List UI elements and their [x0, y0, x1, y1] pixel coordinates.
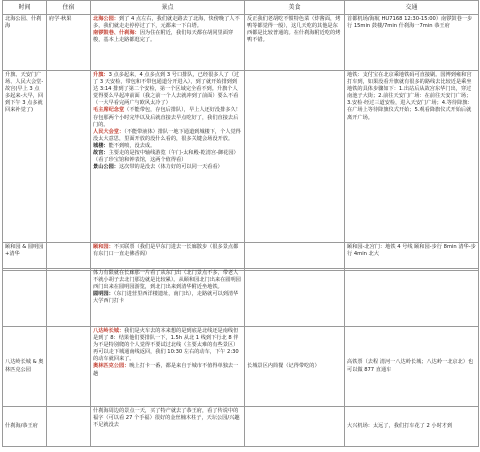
spot-label: 八达岭长城：	[93, 328, 125, 334]
row-food	[245, 243, 345, 271]
spot-text: 不买联票（我们是早东门进去一长廊散步（很多景点都有东门口一直走佛香阁）	[93, 244, 239, 258]
spot-label: 升旗：	[93, 72, 109, 78]
row-time: 颐和园 & 圆明园+清华	[3, 243, 47, 271]
spot-text: （东门进营里西洋楼遗址，南门出），走路就可以到清华大学西门打卡	[93, 291, 239, 305]
row-transport: 高铁票（去程 清河一八达岭长城；八达岭一北京北）也可以做 877 直通车	[345, 327, 479, 407]
row-spots	[91, 327, 245, 407]
itinerary-table-top	[2, 0, 479, 271]
row-food: 反正我们老胡吃不惯特色菜（炸酱面，烤鸭等都觉得一般），这几天吃的其他是东西都是比较普通的。在什刹海附近吃的烤鸭不错。	[245, 15, 345, 71]
row-spots: 什刹海周边的景点一天，买了特产就去了恭王府，看了传说中的福字（可以看 27 个手福）很好的金丝楠木柱子，天坛公园/兴趣不足就没去	[91, 407, 245, 447]
row-hotel	[47, 71, 91, 243]
spot-text: （不能带包，存包后排队），早上人还好没排多久！存包那两个小时完毕以及后就直接去早点吃好了，我们直接去后门的。	[93, 107, 241, 128]
row-transport: 颐和园-北宫门：地铁 4 号线 颐和园-步行 8min 清华-步行 4min 北大	[345, 243, 479, 271]
spot-label: 城楼：	[93, 142, 109, 149]
row-food	[245, 269, 345, 327]
spot-label: 南锣鼓巷、什刹海：	[93, 30, 140, 37]
spot-label: 毛主席纪念堂	[93, 107, 125, 114]
spot-label: 故宫：	[93, 150, 109, 157]
header-row	[3, 1, 479, 15]
spot-text: （不能带液体）排队一地下通道到城楼下，个人觉得没太大意思，里面开放的没什么看的，很多关键会场没开放。	[93, 128, 241, 142]
spot-text: 能不到喷，没去成。	[108, 142, 156, 149]
row-hotel	[47, 243, 91, 271]
itinerary-table-bottom	[2, 268, 479, 447]
row-food: 长城景区内简餐（记得带吃的）	[245, 327, 345, 407]
row-time: 升旗、天安门广场、人民大会堂-故宫(早上 3 点多起来-大早，回到下午 3 点多就回来补觉了)	[3, 71, 47, 243]
table-row	[3, 243, 479, 271]
spot-label: 人民大会堂：	[93, 128, 125, 135]
table-row	[3, 407, 479, 447]
table-row	[3, 71, 479, 243]
row-transport	[345, 269, 479, 327]
row-food	[245, 407, 345, 447]
spot-text: 我们是火车去的本来想的是到底是北线还是南线但是到了 8：结果他们要排队一下，1.5h 从北 1 线到下行北 8 伴为不是特别爬的个人觉得不要试过北线（主要太难的有些景区）再可以走下城通南线返回，我们 10:30 左右的动车，下午 2:30 的动车就回来了。	[93, 328, 239, 363]
spot-label: 景山公园：	[93, 164, 119, 171]
row-spots	[91, 15, 245, 71]
spot-text: 因为住在附近，我们每天都在胡同里面穿梭，基本上走路都逛完了。	[93, 30, 234, 44]
spot-text: 3 点多起来，4 点多点到 3 号口排队，已经很多人了（过了 3 天安检，带包和不带包通道分开进入），到了就开始排到到达 3:14 排到了第二个安检，第一个区域完全看不到。升旗个人觉得要么早起冲前面（我之前一个人去就冲到了前面）要么不看（一大早看完两广与欧风太冷了）	[93, 72, 240, 107]
spot-label: 颐和园：	[93, 244, 114, 250]
row-time: 八达岭长城 & 奥林匹克公园	[3, 327, 47, 407]
header-spots: 景点	[91, 1, 245, 15]
row-hotel: 府学·秋果	[47, 15, 91, 71]
spot-text: 这次带的是没去（体力好的可以同一天看看）	[118, 164, 223, 171]
table-row	[3, 269, 479, 327]
row-food	[245, 71, 345, 243]
row-hotel	[47, 269, 91, 327]
row-time: 什刹海/恭王府	[3, 407, 47, 447]
row-spots	[91, 243, 245, 271]
spot-text: 体力有限就在长廊那一片看了从东门出（北门景点不多，带老人不就小胡子去北门那边就是比较累）。从颐和园北门出来在圆明园西门出来在圆明园游览，到北门出来到清华附近坐地铁。	[93, 270, 241, 291]
header-transport: 交通	[345, 1, 479, 15]
spot-label: 奥林匹克公园：	[93, 363, 130, 370]
row-hotel	[47, 407, 91, 447]
header-time: 时间	[3, 1, 47, 15]
row-spots	[91, 71, 245, 243]
row-transport: 大兴机场：太远了，我们打车花了 2 小时才到	[345, 407, 479, 447]
spot-label: 圆明园：	[93, 291, 114, 298]
table-row	[3, 15, 479, 71]
spot-text: 晚上打卡一番，都是来自于城市不值得单独去一趟	[93, 363, 239, 377]
header-food: 美食	[245, 1, 345, 15]
row-time	[3, 269, 47, 327]
header-hotel: 住宿	[47, 1, 91, 15]
row-transport: 地铁：支付宝在北京乘地铁码可直接刷。国博到雍和宫打车到，如果没看升旗就有很多的路线去比较近是乘坐地铁的具体步骤如下：1.出站后从故宫东华门出，穿过南池子大街；2.前往天安门广场：在前往天安门广场；3.安检·经过三道安检，进入天安门广场；4.等待降旗：在广场上等待降旗仪式开始；5.观看降旗仪式开始后就离开广场。	[345, 71, 479, 243]
row-time: 北海公园、什刹海	[3, 15, 47, 71]
table-row	[3, 327, 479, 407]
spot-text: 主要走的是按中轴线游览（午门-太和殿-乾清宫-御花园）（看了珍宝馆和钟表馆，这两个值得看）	[93, 150, 239, 164]
row-hotel	[47, 327, 91, 407]
row-spots	[91, 269, 245, 327]
spot-label: 北海公园：	[93, 16, 119, 22]
spot-text: 到了 4 点左右，我们就走路去了北海，快傍晚了人不多，我们就走走停停过了下，元都来一下白塔。	[93, 16, 240, 30]
row-transport: 首都机场/海航 HU7168 12:30-15:00）南锣鼓巷一步行 15min 鼓楼/7min 什刹海一7min 恭王府	[345, 15, 479, 71]
